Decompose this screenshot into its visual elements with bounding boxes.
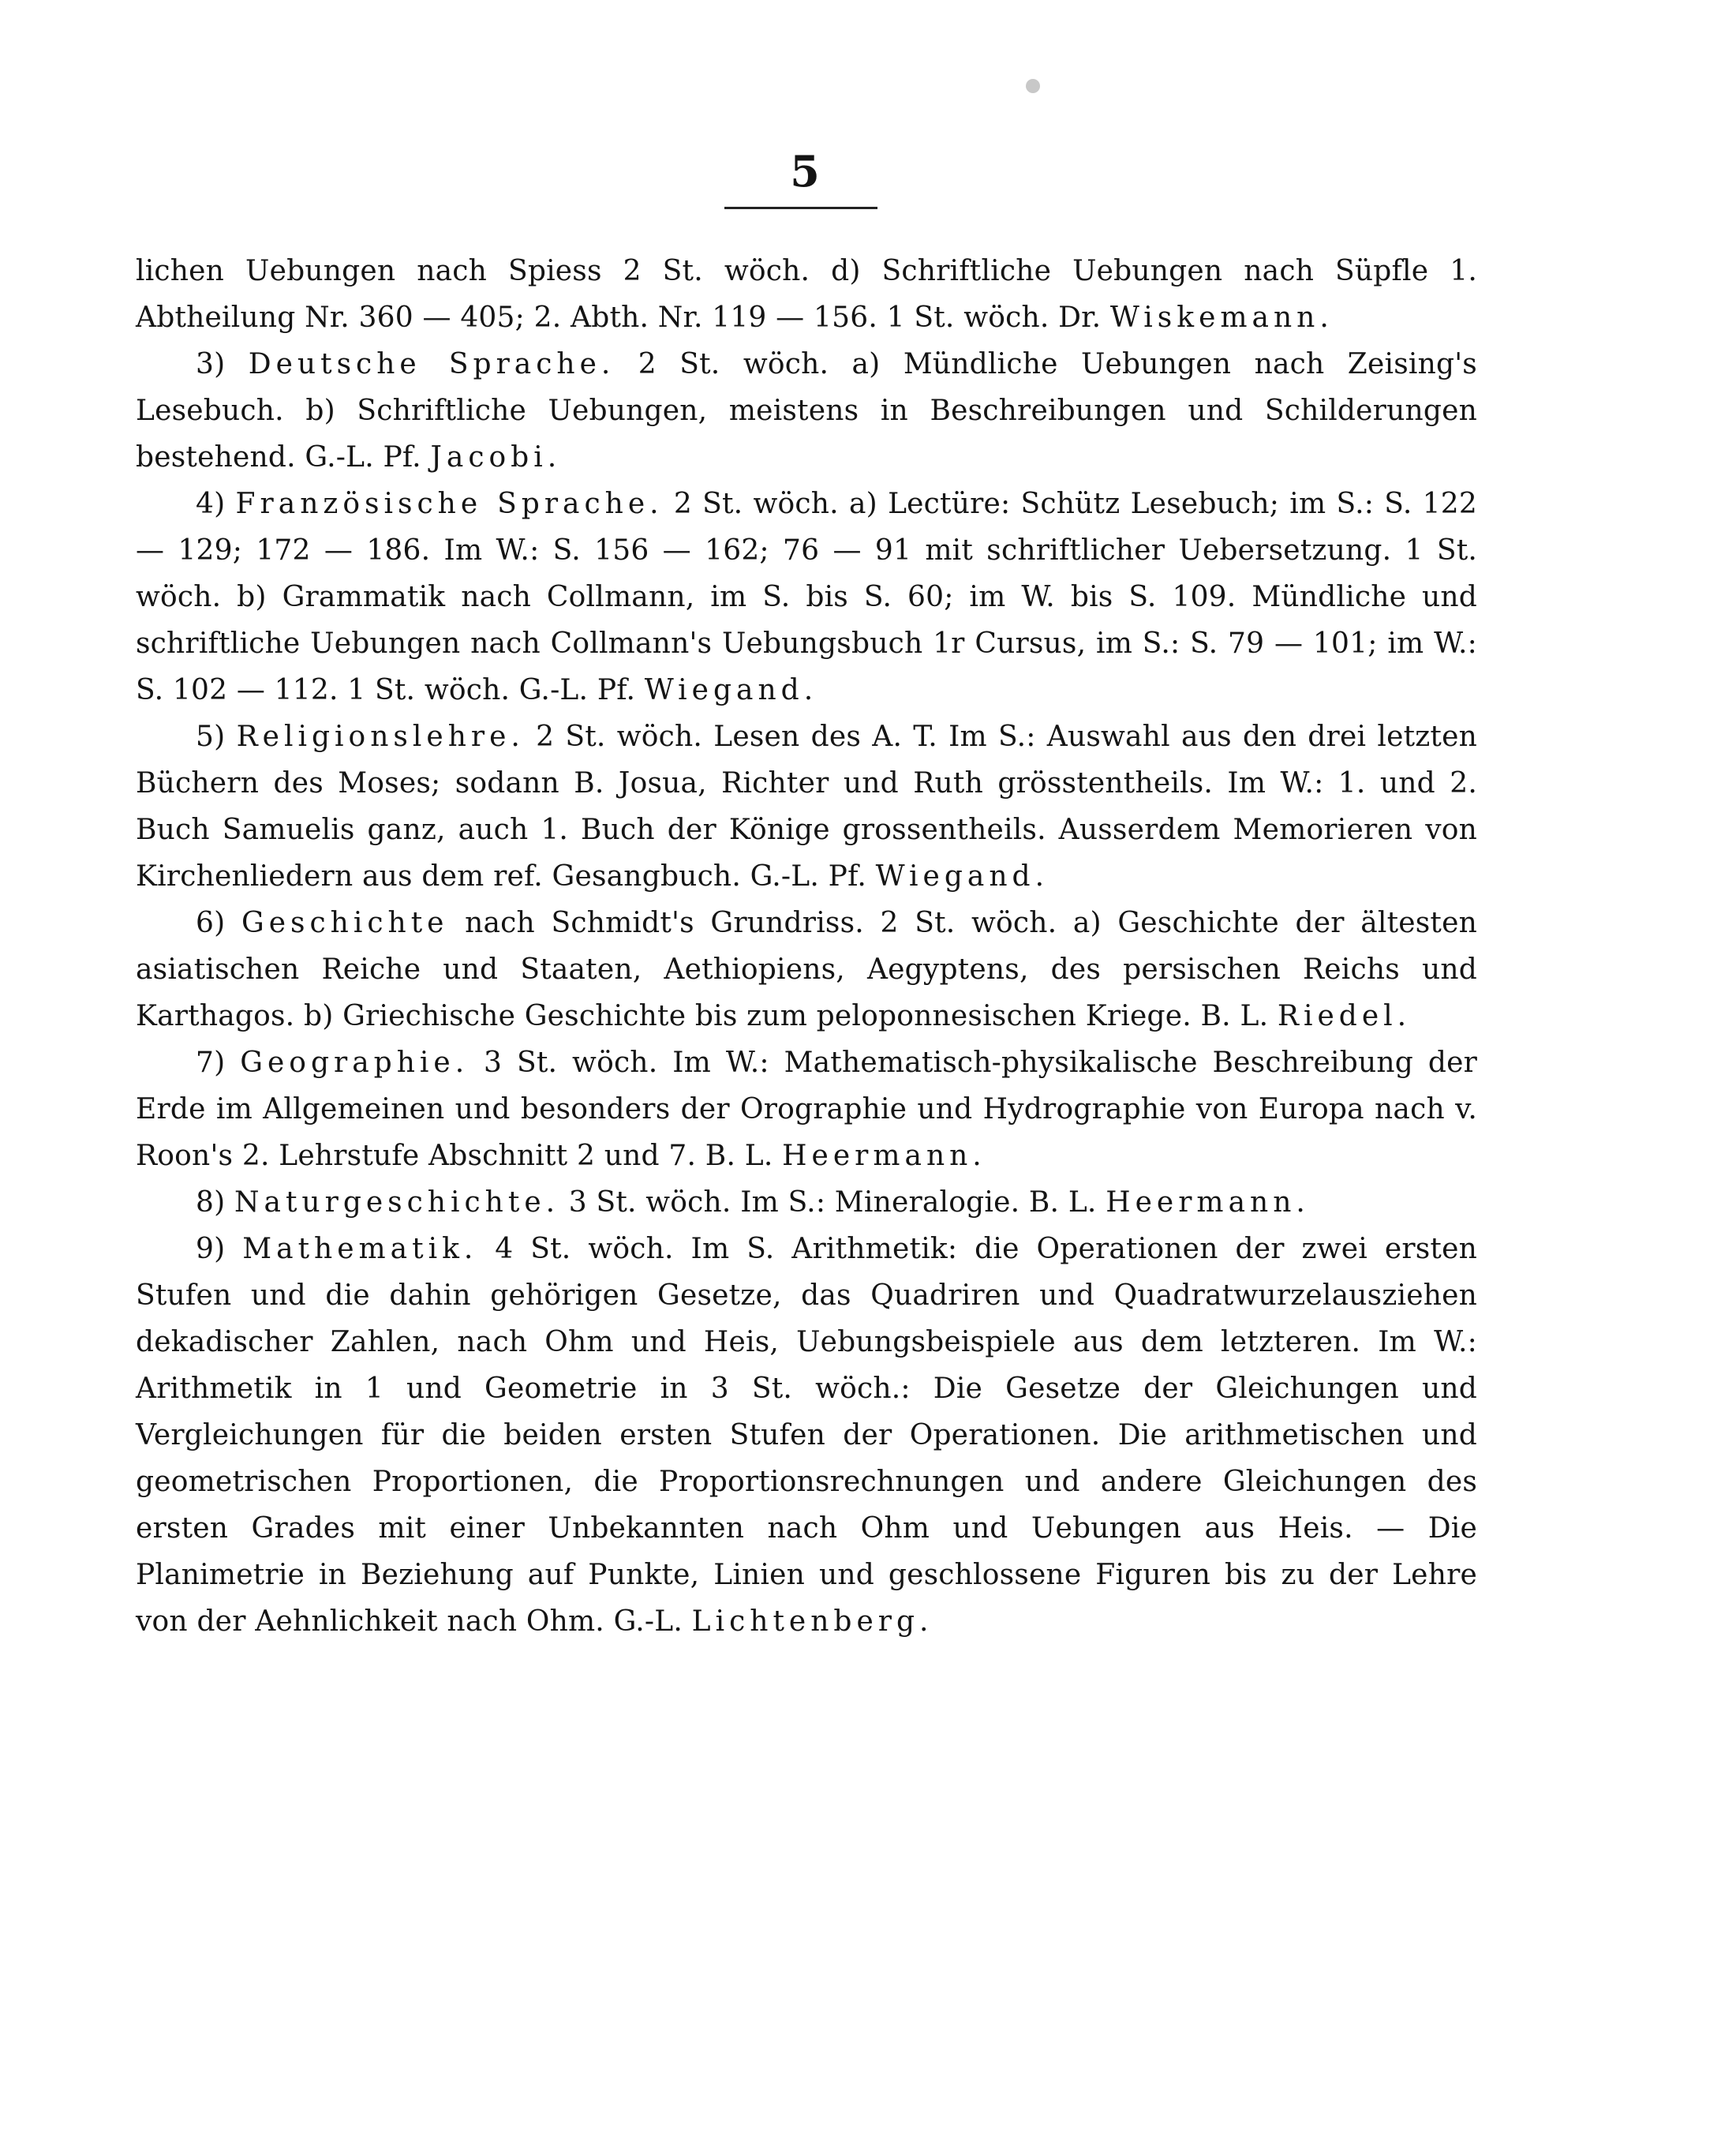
teacher-name: Jacobi.: [430, 441, 562, 474]
teacher-name: Lichtenberg.: [691, 1605, 933, 1638]
paragraph-text: lichen Uebungen nach Spiess 2 St. wöch. d) Schriftliche Uebungen nach Süpfle 1. Abtheilung Nr. 360 — 405; 2. Abth. Nr. 119 — 156. 1 St. wöch. Dr.: [136, 255, 1477, 334]
body-text: [136, 248, 1477, 1645]
paragraph-deutsche-sprache: [136, 341, 1477, 481]
item-number: 6): [196, 907, 241, 939]
subject-name: Geographie.: [240, 1047, 470, 1079]
page-number-rule: [724, 207, 877, 209]
subject-name: Französische Sprache.: [235, 488, 664, 520]
subject-name: Mathematik.: [242, 1233, 478, 1265]
paragraph-geographie: [136, 1039, 1477, 1179]
paragraph-geschichte: [136, 900, 1477, 1039]
page-number: 5: [790, 146, 820, 197]
teacher-name: Wiskemann.: [1109, 301, 1334, 334]
paragraph-text: 3 St. wöch. Im W.: Mathematisch-physikalische Beschreibung der Erde im Allgemeinen und besonders der Orographie und Hydrographie von Europa nach v. Roon's 2. Lehrstufe Abschnitt 2 und 7. B. L.: [136, 1047, 1477, 1172]
paragraph-franzoesische-sprache: [136, 481, 1477, 713]
paragraph-text: 3 St. wöch. Im S.: Mineralogie. B. L.: [559, 1186, 1106, 1219]
paragraph-text: 2 St. wöch. Lesen des A. T. Im S.: Auswahl aus den drei letzten Büchern des Moses; sodann B. Josua, Richter und Ruth grösstentheils. Im W.: 1. und 2. Buch Samuelis ganz, auch 1. Buch der Könige grossentheils. Ausserdem Memorieren von Kirchenliedern aus dem ref. Gesangbuch. G.-L. Pf.: [136, 721, 1477, 893]
teacher-name: Wiegand.: [644, 674, 818, 706]
item-number: 7): [196, 1047, 241, 1079]
paper-speck: [1026, 79, 1040, 93]
item-number: 5): [196, 721, 237, 753]
paragraph-continuation: [136, 248, 1477, 341]
subject-name: Religionslehre.: [236, 721, 525, 753]
subject-name: Deutsche Sprache.: [248, 348, 615, 380]
item-number: 3): [196, 348, 249, 380]
paragraph-text: 4 St. wöch. Im S. Arithmetik: die Operationen der zwei ersten Stufen und die dahin gehörigen Gesetze, das Quadriren und Quadratwurzelausziehen dekadischer Zahlen, nach Ohm und Heis, Uebungsbeispiele aus dem letzteren. Im W.: Arithmetik in 1 und Geometrie in 3 St. wöch.: Die Gesetze der Gleichungen und Vergleichungen für die beiden ersten Stufen der Operationen. Die arithmetischen und geometrischen Proportionen, die Proportionsrechnungen und andere Gleichungen des ersten Grades mit einer Unbekannten nach Ohm und Uebungen aus Heis. — Die Planimetrie in Beziehung auf Punkte, Linien und geschlossene Figuren bis zu der Lehre von der Aehnlichkeit nach Ohm. G.-L.: [136, 1233, 1477, 1638]
paragraph-naturgeschichte: [136, 1179, 1477, 1226]
teacher-name: Wiegand.: [875, 860, 1049, 893]
paragraph-text: nach Schmidt's Grundriss. 2 St. wöch. a) Geschichte der ältesten asiatischen Reiche und Staaten, Aethiopiens, Aegyptens, des persischen Reichs und Karthagos. b) Griechische Geschichte bis zum peloponnesischen Kriege. B. L.: [136, 907, 1477, 1032]
item-number: 8): [196, 1186, 234, 1219]
item-number: 9): [196, 1233, 243, 1265]
item-number: 4): [196, 488, 236, 520]
subject-name: Geschichte: [241, 907, 449, 939]
teacher-name: Heermann.: [1106, 1186, 1310, 1219]
teacher-name: Riedel.: [1277, 1000, 1412, 1032]
paragraph-text: 2 St. wöch. a) Lectüre: Schütz Lesebuch; im S.: S. 122 — 129; 172 — 186. Im W.: S. 156 — 162; 76 — 91 mit schriftlicher Uebersetzung. 1 St. wöch. b) Grammatik nach Collmann, im S. bis S. 60; im W. bis S. 109. Mündliche und schriftliche Uebungen nach Collmann's Uebungsbuch 1r Cursus, im S.: S. 79 — 101; im W.: S. 102 — 112. 1 St. wöch. G.-L. Pf.: [136, 488, 1477, 706]
paragraph-religionslehre: [136, 713, 1477, 900]
teacher-name: Heermann.: [782, 1140, 986, 1172]
paragraph-mathematik: [136, 1226, 1477, 1645]
subject-name: Naturgeschichte.: [234, 1186, 560, 1219]
paragraph-text: 2 St. wöch. a) Mündliche Uebungen nach Zeising's Lesebuch. b) Schriftliche Uebungen, meistens in Beschreibungen und Schilderungen bestehend. G.-L. Pf.: [136, 348, 1477, 474]
